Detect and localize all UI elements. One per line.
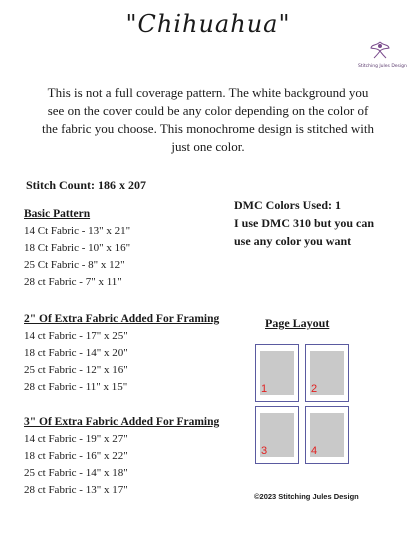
fabric-size-row: 14 Ct Fabric - 13" x 21"	[24, 225, 131, 237]
fabric-size-row: 25 ct Fabric - 12" x 16"	[24, 364, 128, 376]
flourish-icon	[368, 40, 392, 60]
dmc-colors-used: DMC Colors Used: 1	[234, 198, 341, 212]
page-thumbnail	[305, 344, 349, 402]
logo-text: Stitching Jules Design	[358, 64, 407, 69]
fabric-size-row: 25 ct Fabric - 14" x 18"	[24, 467, 128, 479]
section-heading: Basic Pattern	[24, 208, 91, 220]
page-number: 2	[311, 383, 318, 395]
fabric-size-row: 28 ct Fabric - 7" x 11"	[24, 276, 122, 288]
stitch-count: Stitch Count: 186 x 207	[26, 178, 147, 192]
page-number: 1	[261, 383, 268, 395]
section-heading: 3" Of Extra Fabric Added For Framing	[24, 416, 220, 428]
page-thumbnail	[255, 344, 299, 402]
fabric-size-row: 14 ct Fabric - 19" x 27"	[24, 433, 128, 445]
fabric-size-row: 14 ct Fabric - 17" x 25"	[24, 330, 128, 342]
extra-3in-section	[24, 416, 219, 499]
copyright-notice: ©2023 Stitching Jules Design	[254, 492, 359, 501]
basic-pattern-section	[24, 208, 130, 291]
fabric-size-row: 28 ct Fabric - 11" x 15"	[24, 381, 128, 393]
fabric-size-row: 28 ct Fabric - 13" x 17"	[24, 484, 128, 496]
dmc-note-line: I use DMC 310 but you can	[234, 216, 375, 230]
page-thumbnail	[305, 406, 349, 464]
fabric-size-row: 25 Ct Fabric - 8" x 12"	[24, 259, 125, 271]
section-heading: 2" Of Extra Fabric Added For Framing	[24, 313, 220, 325]
brand-logo	[358, 40, 407, 76]
fabric-size-row: 18 ct Fabric - 16" x 22"	[24, 450, 128, 462]
fabric-size-row: 18 ct Fabric - 14" x 20"	[24, 347, 128, 359]
page-number: 4	[311, 445, 318, 457]
page-title: "Chihuahua"	[125, 10, 291, 38]
intro-paragraph: This is not a full coverage pattern. The white background you see on the cover could be any color depending on the color of the fabric you choose. This monochrome design is stitched with just one color.	[42, 85, 374, 154]
extra-2in-section	[24, 313, 219, 396]
fabric-size-row: 18 Ct Fabric - 10" x 16"	[24, 242, 131, 254]
page-layout-title: Page Layout	[265, 316, 330, 330]
page-number: 3	[261, 445, 268, 457]
page-thumbnail	[255, 406, 299, 464]
dmc-note-line: use any color you want	[234, 234, 352, 248]
dmc-colors-block	[234, 196, 374, 250]
